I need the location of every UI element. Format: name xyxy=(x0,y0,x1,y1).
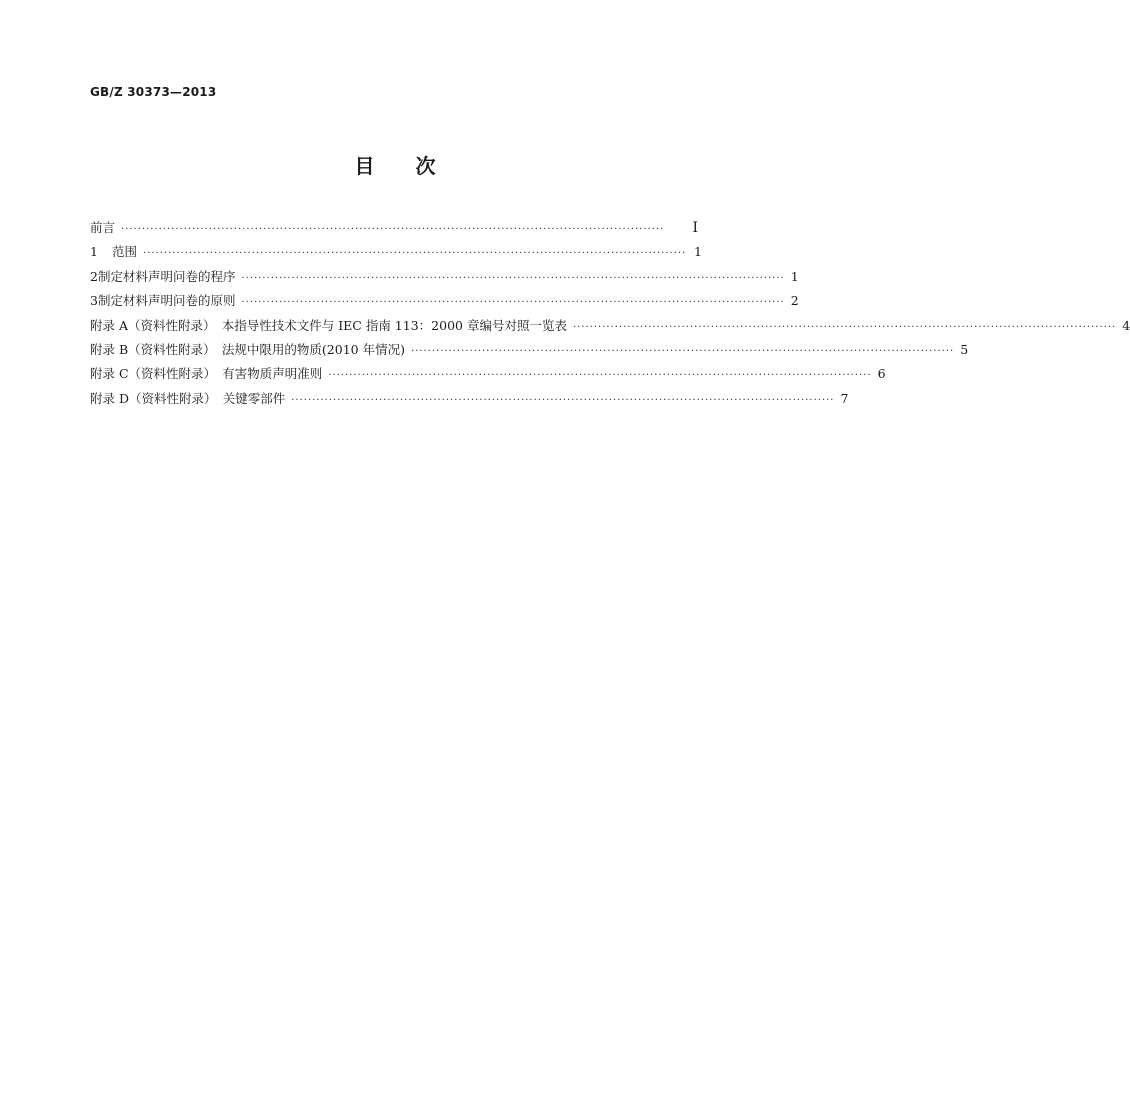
toc-entry-label: 前言 xyxy=(90,220,116,235)
toc-entry-annex-d[interactable] xyxy=(90,387,849,411)
dot-leader: ·································································································································· xyxy=(291,394,835,406)
dot-leader: ·································································································································· xyxy=(121,224,665,235)
dot-leader: ·································································································································· xyxy=(410,345,955,357)
dot-leader: ·································································································································· xyxy=(241,297,785,309)
toc-entry-annex-a[interactable] xyxy=(90,314,1130,338)
table-of-contents xyxy=(90,216,1130,411)
toc-entry-annex-b[interactable] xyxy=(90,338,969,362)
toc-entry-page: 6 xyxy=(877,366,886,382)
page-title: 目 次 xyxy=(354,154,438,178)
toc-entry-page: 1 xyxy=(790,268,799,284)
toc-entry-page: 5 xyxy=(960,341,969,357)
toc-entry-label: 附录 B（资料性附录） 法规中限用的物质(2010 年情况) xyxy=(90,341,405,357)
toc-entry-page: 4 xyxy=(1122,317,1130,333)
toc-entry-label: 范围 xyxy=(112,244,138,260)
toc-entry-label: 制定材料声明问卷的程序 xyxy=(97,268,236,284)
dot-leader: ·································································································································· xyxy=(241,272,785,284)
toc-entry-number: 2 xyxy=(90,268,98,284)
toc-entry-label: 制定材料声明问卷的原则 xyxy=(97,293,236,309)
toc-entry-page: Ⅰ xyxy=(692,220,698,236)
toc-entry-label: 附录 A（资料性附录） 本指导性技术文件与 IEC 指南 113：2000 章编号对照一览表 xyxy=(90,317,567,333)
toc-entry-procedure[interactable] xyxy=(90,265,799,289)
dot-leader: ·································································································································· xyxy=(572,321,1117,333)
toc-entry-principles[interactable] xyxy=(90,289,799,313)
dot-leader: ·································································································································· xyxy=(143,248,687,260)
dot-leader: ·································································································································· xyxy=(328,370,872,382)
toc-entry-scope[interactable] xyxy=(90,240,702,264)
standard-code: GB/Z 30373—2013 xyxy=(90,85,217,99)
toc-entry-page: 2 xyxy=(790,293,799,309)
toc-entry-label: 附录 D（资料性附录） 关键零部件 xyxy=(90,390,286,406)
toc-entry-annex-c[interactable] xyxy=(90,362,886,386)
toc-entry-label: 附录 C（资料性附录） 有害物质声明准则 xyxy=(90,366,323,382)
toc-entry-number: 3 xyxy=(90,293,98,309)
toc-entry-number: 1 xyxy=(90,244,98,260)
toc-entry-page: 7 xyxy=(840,390,849,406)
toc-entry-foreword[interactable] xyxy=(90,216,702,240)
toc-entry-page: 1 xyxy=(694,244,702,260)
